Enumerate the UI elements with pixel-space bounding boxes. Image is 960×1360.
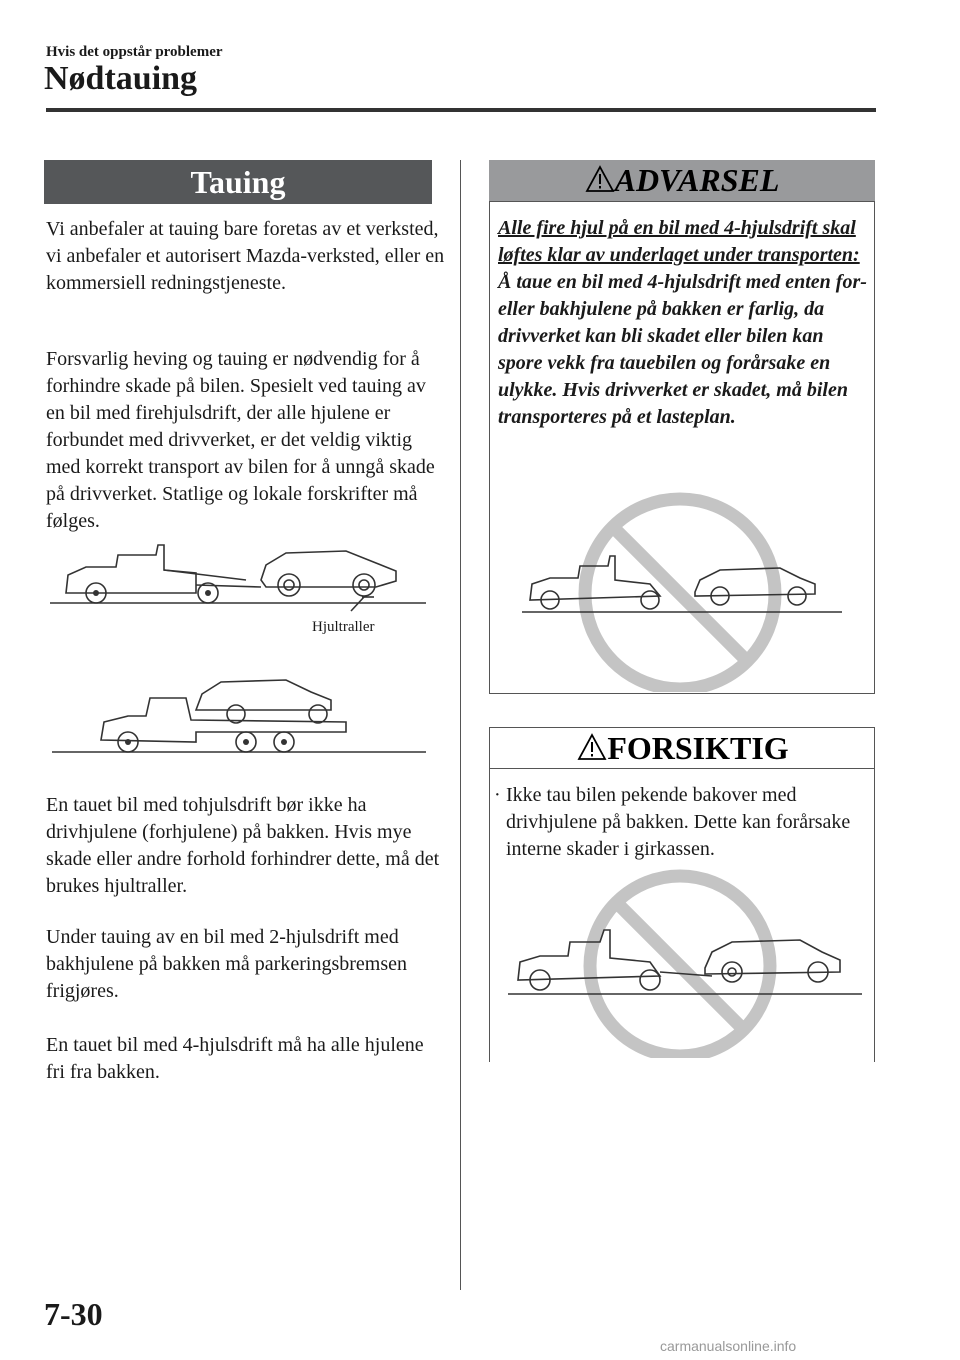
warning-triangle-icon <box>577 733 607 761</box>
warning-underlined: Alle fire hjul på en bil med 4-hjulsdrift skal løftes klar av underlaget under transporten: <box>498 217 860 266</box>
caution-text: · Ikke tau bilen pekende bakover med drivhjulene på bakken. Dette kan forårsake interne skader i girkassen. <box>494 784 851 860</box>
warning-text <box>498 215 868 431</box>
header-divider <box>46 108 876 112</box>
warning-triangle-icon <box>585 165 615 193</box>
caution-border-right <box>874 769 875 1062</box>
section-title: Tauing <box>44 160 432 204</box>
figure-caption: Hjultraller <box>312 619 375 635</box>
tow-with-dolly-illustration <box>46 535 446 640</box>
warning-header <box>489 160 875 202</box>
column-divider <box>460 160 461 1290</box>
page-number: 7-30 <box>44 1296 103 1332</box>
paragraph-5: En tauet bil med 4-hjulsdrift må ha alle hjulene fri fra bakken. <box>46 1034 424 1083</box>
warning-title: ADVARSEL <box>489 162 875 199</box>
paragraph-4: Under tauing av en bil med 2-hjulsdrift med bakhjulene på bakken må parkeringsbremsen frigjøres. <box>46 926 407 1002</box>
prohibited-tow-illustration-1 <box>500 492 860 692</box>
prohibited-tow-illustration-2 <box>500 868 870 1058</box>
watermark: carmanualsonline.info <box>660 1338 797 1354</box>
paragraph-2: Forsvarlig heving og tauing er nødvendig for å forhindre skade på bilen. Spesielt ved tauing av en bil med firehjulsdrift, der alle hjulene er forbundet med drivverket, er det veldig viktig med korrekt transport av bilen for å unngå skade på drivverket. Statlige og lokale forskrifter må følges. <box>46 348 435 532</box>
caution-title: FORSIKTIG <box>490 730 876 767</box>
prohibition-icon <box>613 527 747 661</box>
paragraph-3: En tauet bil med tohjulsdrift bør ikke ha drivhjulene (forhjulene) på bakken. Hvis mye skade eller andre forhold forhindrer dette, må det brukes hjultraller. <box>46 794 440 897</box>
warning-body: Å taue en bil med 4-hjulsdrift med enten for- eller bakhjulene på bakken er farlig, da drivverket kan bli skadet eller bilen kan spore vekk fra tauebilen og forårsake en ulykke. Hvis drivverket er skadet, må bilen transporteres på et lasteplan. <box>498 271 867 428</box>
caution-header <box>489 727 875 769</box>
paragraph-1: Vi anbefaler at tauing bare foretas av et verksted, vi anbefaler et autorisert Mazda-verksted, eller en kommersiell redningstjeneste. <box>46 218 445 294</box>
flatbed-illustration <box>46 670 446 770</box>
caution-border-left <box>489 769 490 1062</box>
bullet-marker: · <box>494 784 501 806</box>
breadcrumb: Hvis det oppstår problemer <box>46 44 223 60</box>
page-title: Nødtauing <box>44 60 198 97</box>
